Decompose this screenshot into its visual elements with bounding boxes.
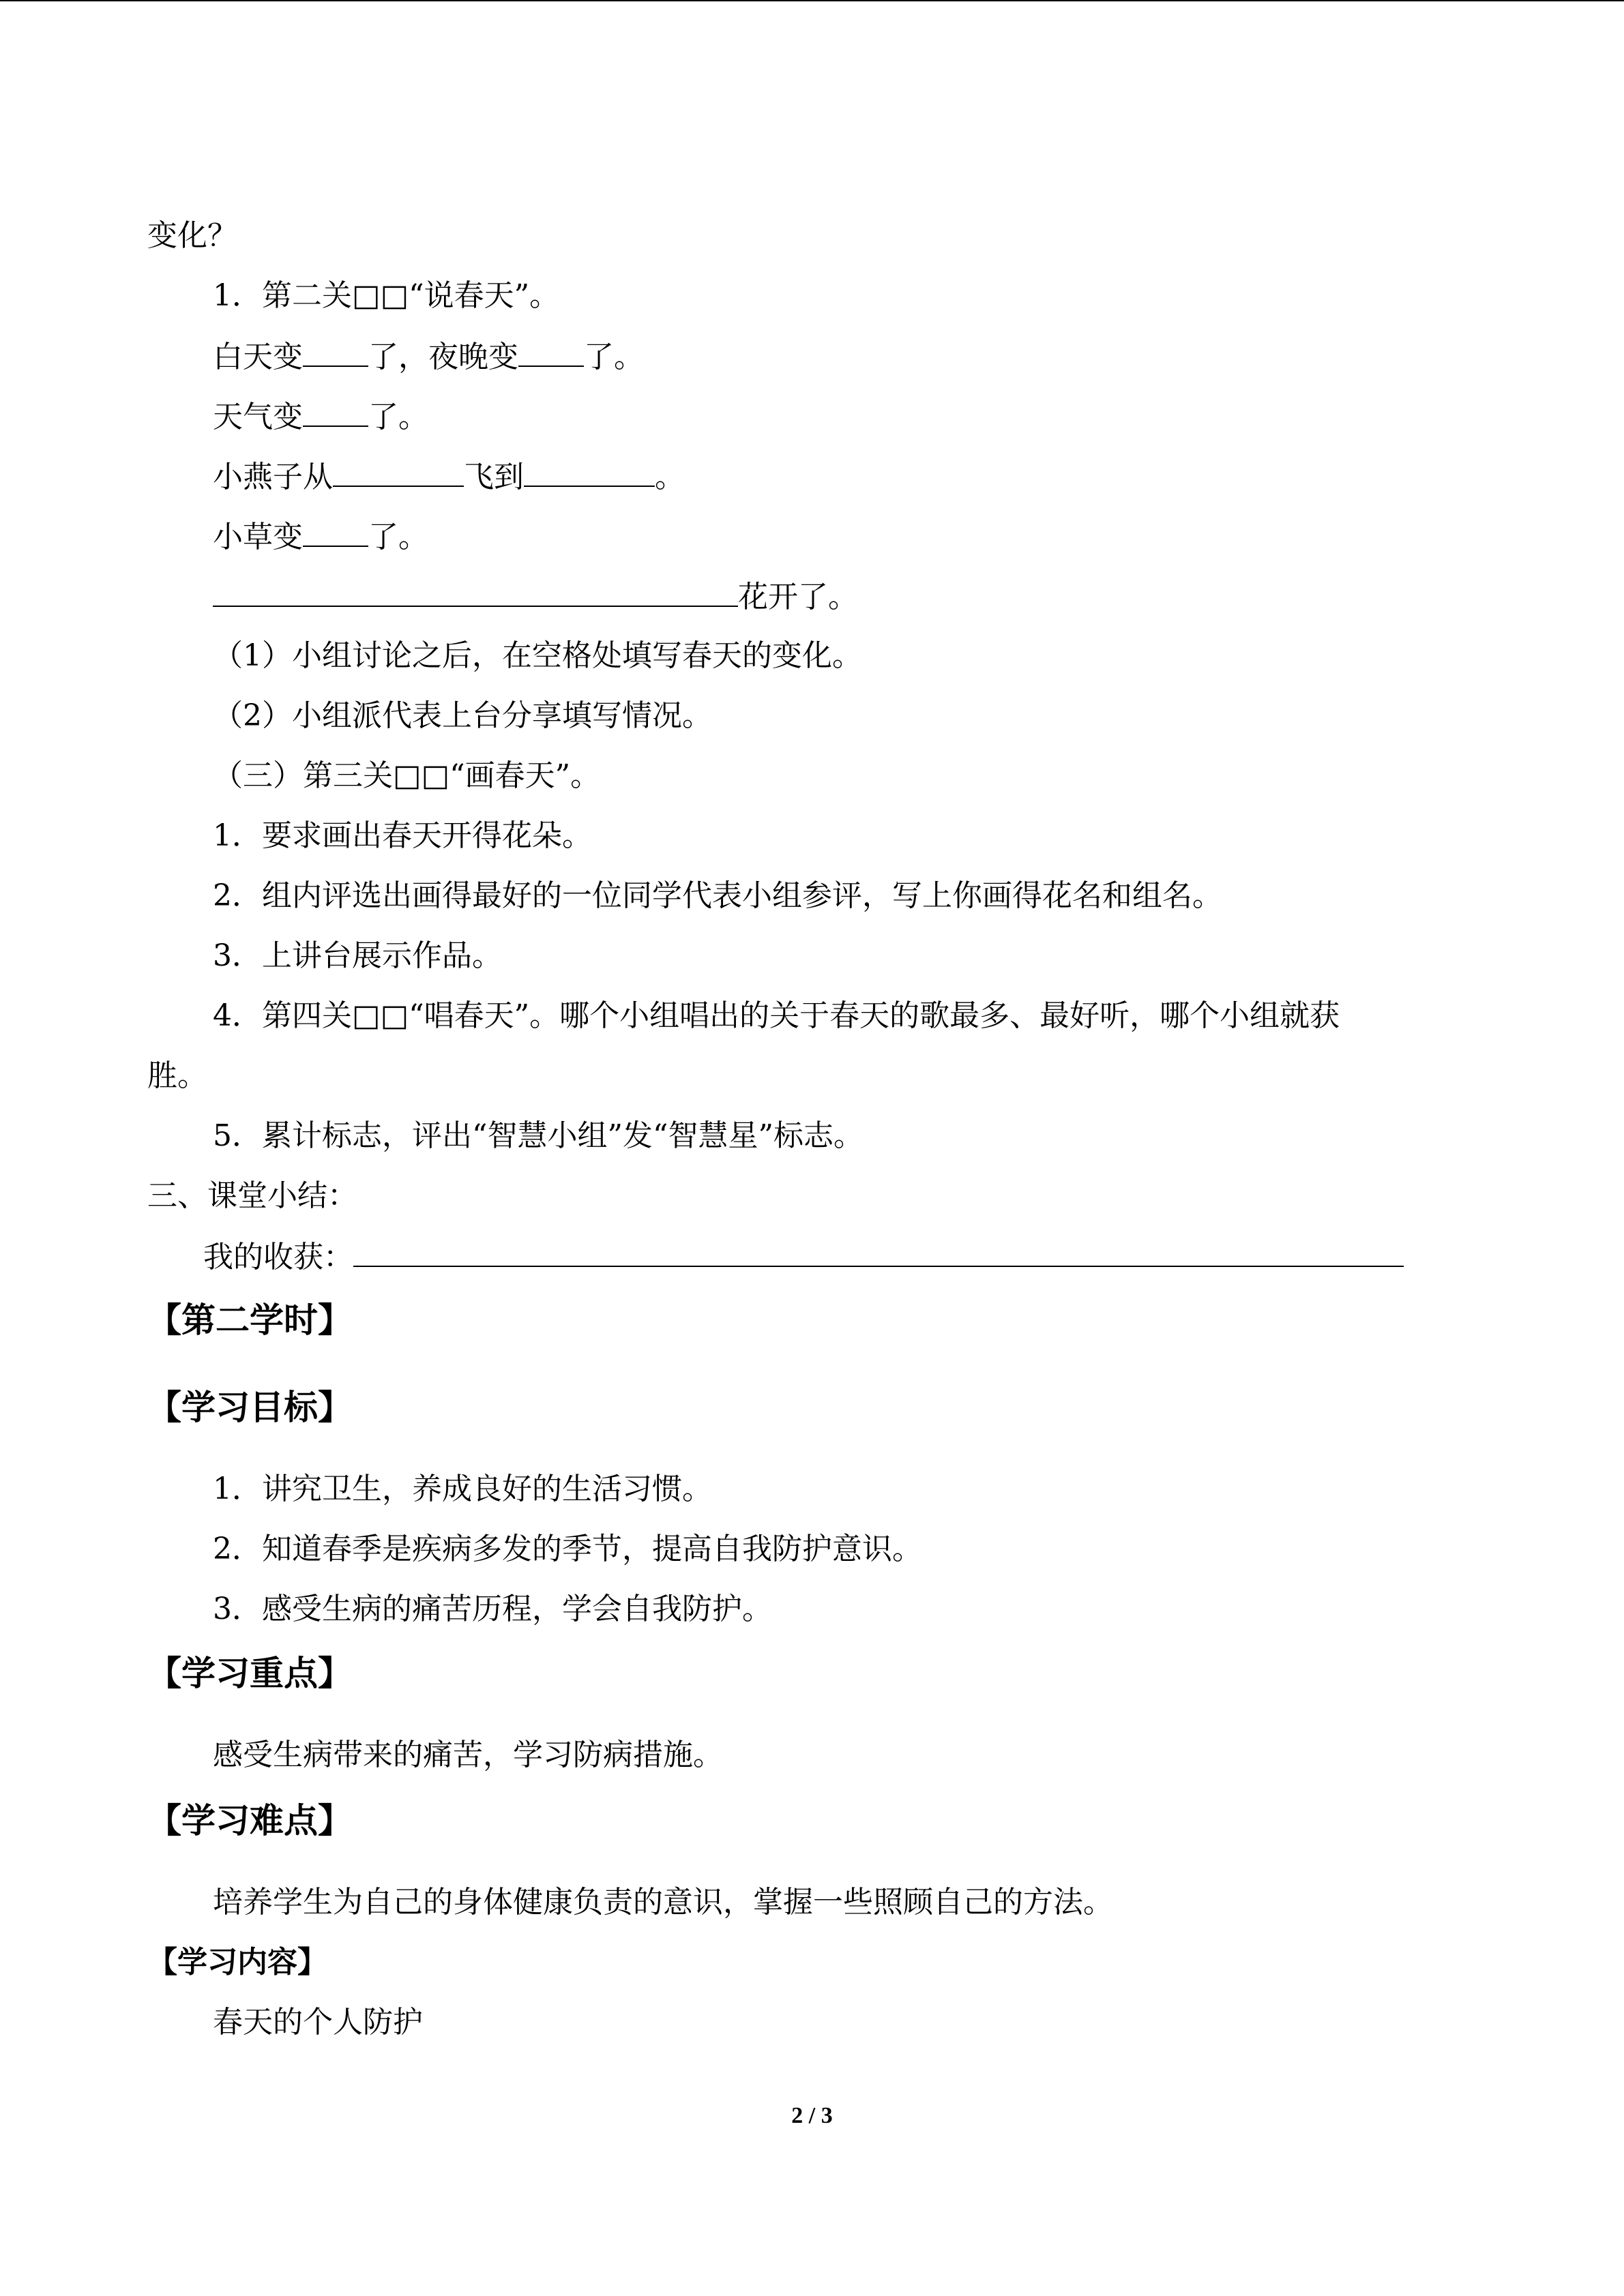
text-line: [213, 1735, 723, 1776]
text: 小草变: [213, 520, 303, 554]
fill-in-line: [213, 576, 858, 618]
text-line: [213, 936, 502, 976]
text-line: [213, 1882, 1113, 1923]
blank-field[interactable]: [303, 396, 368, 427]
heading-text: 【学习目标】: [147, 1387, 352, 1427]
section-heading: [147, 1298, 352, 1342]
blank-field[interactable]: [518, 336, 584, 367]
text: 4．第四关□□“唱春天”。哪个小组唱出的关于春天的歌最多、最好听，哪个小组就获: [213, 998, 1340, 1033]
blank-field[interactable]: [303, 336, 368, 367]
text: 春天的个人防护: [213, 2005, 423, 2040]
heading-text: 【学习重点】: [147, 1653, 352, 1693]
text: 飞到: [464, 460, 524, 494]
section-heading: [147, 1386, 352, 1429]
text: 2．知道春季是疾病多发的季节，提高自我防护意识。: [213, 1532, 922, 1566]
fill-in-line: [213, 456, 685, 498]
text: 5．累计标志，评出“智慧小组”发“智慧星”标志。: [213, 1118, 863, 1153]
text-line: [213, 876, 1222, 916]
text: 白天变: [213, 340, 303, 374]
heading-text: 【第二学时】: [147, 1300, 352, 1340]
text-line: [147, 1176, 357, 1217]
section-heading: [147, 1942, 327, 1983]
page-top-border: [0, 0, 1624, 1]
text: 花开了。: [738, 580, 858, 614]
text: 。: [655, 460, 685, 494]
list-item: [213, 1589, 772, 1630]
blank-field[interactable]: [524, 456, 655, 487]
text: 3．感受生病的痛苦历程，学会自我防护。: [213, 1592, 772, 1626]
text: 1．第二关□□“说春天”。: [213, 278, 560, 313]
text: 我的收获：: [203, 1240, 353, 1274]
fill-in-line: [213, 396, 428, 438]
blank-field[interactable]: [213, 576, 738, 607]
text-line: [213, 816, 592, 856]
text: 天气变: [213, 400, 303, 434]
fill-in-line: [213, 336, 644, 378]
text: 1．讲究卫生，养成良好的生活习惯。: [213, 1472, 712, 1506]
text: 三、课堂小结：: [147, 1178, 357, 1213]
text-line: [213, 636, 862, 676]
text: 了，夜晚变: [368, 340, 518, 374]
text: 胜。: [147, 1058, 207, 1093]
text: 3．上讲台展示作品。: [213, 938, 502, 973]
text: （2）小组派代表上台分享填写情况。: [213, 698, 712, 733]
text-line: [213, 996, 1340, 1037]
text: 感受生病带来的痛苦，学习防病措施。: [213, 1738, 723, 1772]
blank-field[interactable]: [333, 456, 464, 487]
section-heading: [147, 1652, 352, 1695]
text-line: [213, 275, 559, 316]
text: 培养学生为自己的身体健康负责的意识，掌握一些照顾自己的方法。: [213, 1885, 1113, 1920]
text-line: [213, 1116, 863, 1157]
fill-in-line: [213, 516, 428, 558]
text: （三）第三关□□“画春天”。: [213, 758, 601, 793]
heading-text: 【学习内容】: [147, 1945, 327, 1980]
text: 小燕子从: [213, 460, 333, 494]
list-item: [213, 1529, 922, 1570]
text: 变化？: [147, 218, 237, 253]
section-heading: [147, 1799, 352, 1843]
text: （1）小组讨论之后，在空格处填写春天的变化。: [213, 638, 862, 673]
text: 了。: [368, 520, 428, 554]
text-line: [213, 756, 600, 796]
list-item: [213, 1469, 712, 1510]
text: 2．组内评选出画得最好的一位同学代表小组参评，写上你画得花名和组名。: [213, 878, 1222, 913]
text-line: [213, 696, 712, 736]
blank-field[interactable]: [303, 516, 368, 547]
text-line: [213, 2002, 423, 2043]
text-line: [147, 215, 237, 256]
page-number: 2 / 3: [791, 2103, 833, 2128]
heading-text: 【学习难点】: [147, 1800, 352, 1840]
text-line: [147, 1056, 207, 1097]
text: 1．要求画出春天开得花朵。: [213, 818, 592, 853]
text: 了。: [584, 340, 644, 374]
fill-in-line: [203, 1236, 1404, 1278]
blank-field[interactable]: [353, 1236, 1404, 1267]
text: 了。: [368, 400, 428, 434]
